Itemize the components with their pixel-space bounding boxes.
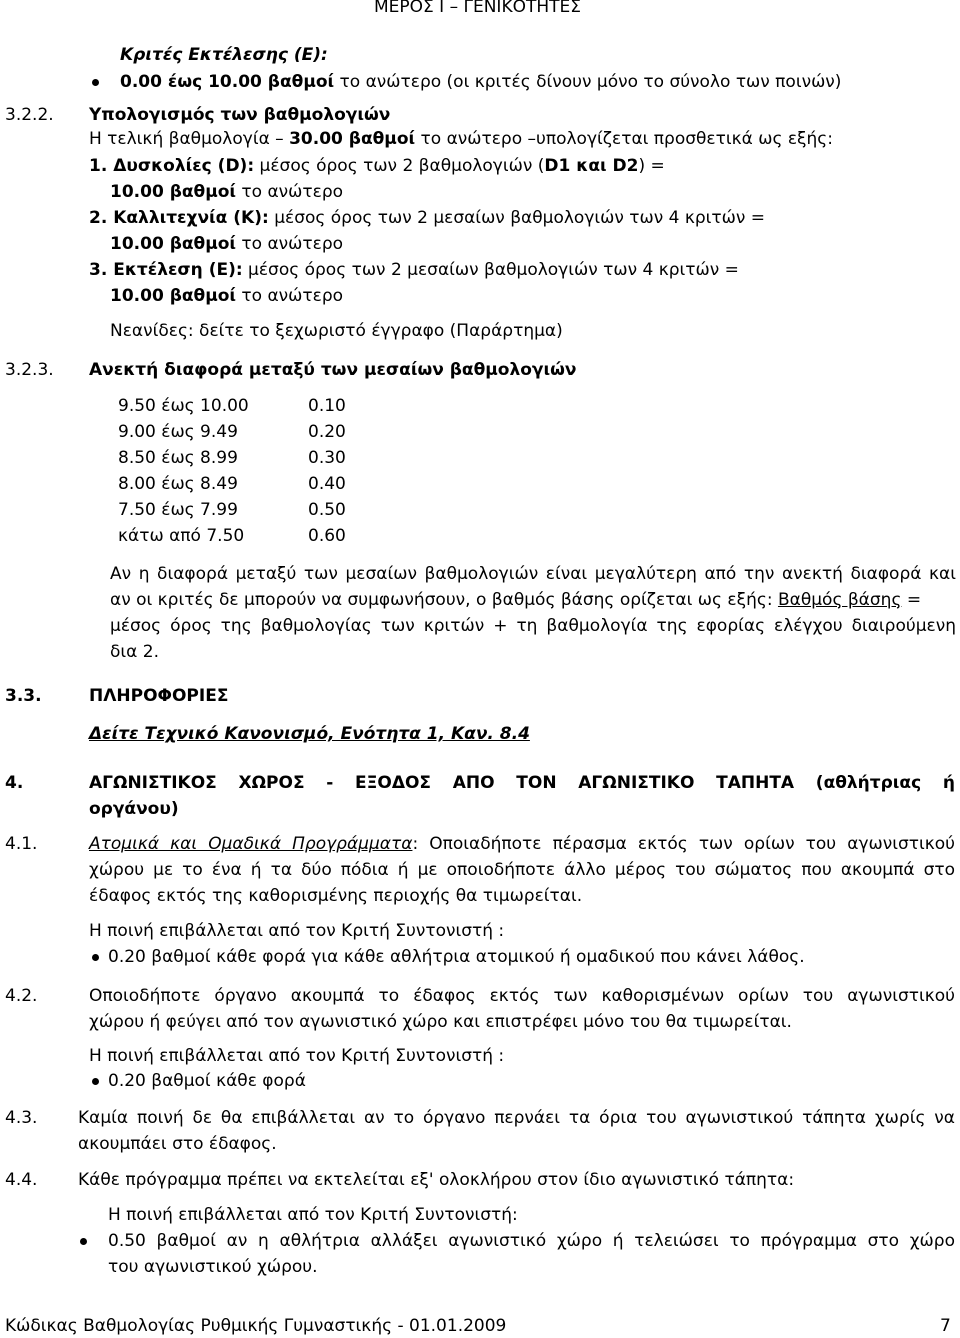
difficulty-value-rest: το ανώτερο bbox=[236, 182, 344, 202]
s44-penalty-intro: Η ποινή επιβάλλεται από τον Κριτή Συντονιστή: bbox=[108, 1205, 518, 1225]
base-score-p2-a: αν οι κριτές δε μπορούν να συμφωνήσουν, ο βαθμός βάσης ορίζεται ως εξής: bbox=[110, 590, 778, 610]
base-score-p1: Αν η διαφορά μεταξύ των μεσαίων βαθμολογιών είναι μεγαλύτερη από την ανεκτή διαφορά και bbox=[110, 564, 956, 584]
judges-execution-title: Κριτές Εκτέλεσης (Ε): bbox=[120, 45, 328, 65]
base-score-term: Βαθμός βάσης bbox=[777, 590, 902, 610]
s43-line1: Καμία ποινή δε θα επιβάλλεται αν το όργανο περνάει τα όρια του αγωνιστικού τάπητα χωρίς να bbox=[78, 1108, 955, 1128]
s41-line1 bbox=[89, 833, 955, 855]
final-score-bold: 30.00 βαθμοί bbox=[289, 129, 416, 149]
execution-desc: μέσος όρος των 2 μεσαίων βαθμολογιών των 4 κριτών = bbox=[242, 260, 739, 280]
section-title-4-line2: οργάνου) bbox=[89, 799, 179, 819]
execution-range-rest: το ανώτερο (οι κριτές δίνουν μόνο το σύνολο των ποινών) bbox=[334, 72, 842, 92]
s43-line2: ακουμπάει στο έδαφος. bbox=[78, 1134, 277, 1154]
section-number-4: 4. bbox=[5, 773, 24, 793]
s42-line2: χώρου ή φεύγει από τον αγωνιστικό χώρο και επιστρέφει μόνο του θα τιμωρείται. bbox=[89, 1012, 792, 1032]
artistry-desc: μέσος όρος των 2 μεσαίων βαθμολογιών των 4 κριτών = bbox=[268, 208, 766, 228]
s41-penalty-intro: Η ποινή επιβάλλεται από τον Κριτή Συντονιστή : bbox=[89, 921, 505, 941]
s44-penalty-bullet-line1: 0.50 βαθμοί αν η αθλήτρια αλλάξει αγωνιστικό χώρο ή τελειώσει το πρόγραμμα στο χώρο bbox=[108, 1231, 955, 1251]
section-number-43: 4.3. bbox=[5, 1108, 38, 1128]
table-diff: 0.30 bbox=[308, 448, 346, 468]
section-number-323: 3.2.3. bbox=[5, 360, 54, 380]
table-diff: 0.60 bbox=[308, 526, 346, 546]
section-number-33: 3.3. bbox=[5, 686, 42, 706]
table-diff: 0.20 bbox=[308, 422, 346, 442]
juniors-note: Νεανίδες: δείτε το ξεχωριστό έγγραφο (Παράρτημα) bbox=[110, 321, 563, 341]
execution-label: 3. Εκτέλεση (Ε): bbox=[89, 260, 243, 280]
s44-line1: Κάθε πρόγραμμα πρέπει να εκτελείται εξ' ολοκλήρου στον ίδιο αγωνιστικό τάπητα: bbox=[78, 1170, 795, 1190]
table-range: 7.50 έως 7.99 bbox=[118, 500, 238, 520]
s42-penalty-bullet: 0.20 βαθμοί κάθε φορά bbox=[108, 1071, 306, 1091]
difficulty-value-bold: 10.00 βαθμοί bbox=[110, 182, 237, 202]
table-range: κάτω από 7.50 bbox=[118, 526, 245, 546]
artistry-label: 2. Καλλιτεχνία (Κ): bbox=[89, 208, 269, 228]
difficulty-value bbox=[110, 181, 343, 203]
table-diff: 0.50 bbox=[308, 500, 346, 520]
difficulty-desc: μέσος όρος των 2 βαθμολογιών ( bbox=[254, 156, 545, 176]
execution-value-rest: το ανώτερο bbox=[236, 286, 344, 306]
artistry-line bbox=[89, 207, 765, 229]
s44-penalty-bullet-line2: του αγωνιστικού χώρου. bbox=[108, 1257, 318, 1277]
execution-value-bold: 10.00 βαθμοί bbox=[110, 286, 237, 306]
base-score-p3: μέσος όρος της βαθμολογίας των κριτών + τη βαθμολογία της εφορίας ελέγχου διαιρούμενη bbox=[110, 616, 956, 636]
technical-regulations-ref: Δείτε Τεχνικό Κανονισμό, Ενότητα 1, Καν. 8.4 bbox=[89, 724, 530, 744]
section-title-33: ΠΛΗΡΟΦΟΡΙΕΣ bbox=[89, 686, 229, 706]
page-header-section: ΜΕΡΟΣ Ι – ΓΕΝΙΚΟΤΗΤΕΣ bbox=[374, 0, 582, 17]
s41-penalty-bullet: 0.20 βαθμοί κάθε φορά για κάθε αθλήτρια ατομικού ή ομαδικού που κάνει λάθος. bbox=[108, 947, 805, 967]
table-diff: 0.10 bbox=[308, 396, 346, 416]
final-score-a: Η τελική βαθμολογία – bbox=[89, 129, 290, 149]
table-range: 9.00 έως 9.49 bbox=[118, 422, 238, 442]
execution-range-bold: 0.00 έως 10.00 βαθμοί bbox=[120, 72, 335, 92]
execution-line bbox=[89, 259, 739, 281]
table-range: 8.00 έως 8.49 bbox=[118, 474, 238, 494]
footer-page-number: 7 bbox=[940, 1316, 951, 1336]
s41-lead: Ατομικά και Ομαδικά Προγράμματα bbox=[89, 834, 413, 854]
base-score-p2-b: = bbox=[901, 590, 922, 610]
section-number-322: 3.2.2. bbox=[5, 105, 54, 125]
artistry-value-rest: το ανώτερο bbox=[236, 234, 344, 254]
bullet-icon bbox=[80, 1238, 87, 1245]
difficulty-label: 1. Δυσκολίες (D): bbox=[89, 156, 255, 176]
base-score-p2 bbox=[110, 589, 921, 611]
bullet-icon bbox=[92, 79, 99, 86]
s41-line3: έδαφος εκτός της καθορισμένης περιοχής θα τιμωρείται. bbox=[89, 886, 583, 906]
final-score-b: το ανώτερο –υπολογίζεται προσθετικά ως εξής: bbox=[415, 129, 833, 149]
section-number-44: 4.4. bbox=[5, 1170, 38, 1190]
base-score-p4: δια 2. bbox=[110, 642, 159, 662]
execution-value bbox=[110, 285, 343, 307]
section-number-41: 4.1. bbox=[5, 834, 38, 854]
s42-line1: Οποιοδήποτε όργανο ακουμπά το έδαφος εκτός των καθορισμένων ορίων του αγωνιστικού bbox=[89, 986, 955, 1006]
execution-range-line bbox=[120, 71, 841, 93]
final-score-line bbox=[89, 128, 833, 150]
artistry-value bbox=[110, 233, 343, 255]
s41-line2: χώρου με το ένα ή τα δύο πόδια ή με οποιοδήποτε άλλο μέρος του σώματος που ακουμπά στο bbox=[89, 860, 955, 880]
section-title-4-line1: ΑΓΩΝΙΣΤΙΚΟΣ ΧΩΡΟΣ - ΕΞΟΔΟΣ ΑΠΟ ΤΟΝ ΑΓΩΝΙΣΤΙΚΟ ΤΑΠΗΤΑ (αθλήτριας ή bbox=[89, 773, 955, 793]
footer-document-title: Κώδικας Βαθμολογίας Ρυθμικής Γυμναστικής - 01.01.2009 bbox=[5, 1316, 507, 1336]
table-range: 8.50 έως 8.99 bbox=[118, 448, 238, 468]
bullet-icon bbox=[92, 1078, 99, 1085]
section-title-322: Υπολογισμός των βαθμολογιών bbox=[89, 105, 391, 125]
section-title-323: Ανεκτή διαφορά μεταξύ των μεσαίων βαθμολογιών bbox=[89, 360, 577, 380]
table-diff: 0.40 bbox=[308, 474, 346, 494]
difficulty-d1d2: D1 και D2 bbox=[544, 156, 639, 176]
artistry-value-bold: 10.00 βαθμοί bbox=[110, 234, 237, 254]
s41-line1-rest: : Οποιαδήποτε πέρασμα εκτός των ορίων του αγωνιστικού bbox=[412, 834, 956, 854]
bullet-icon bbox=[92, 954, 99, 961]
table-range: 9.50 έως 10.00 bbox=[118, 396, 249, 416]
difficulty-end: ) = bbox=[638, 156, 665, 176]
section-number-42: 4.2. bbox=[5, 986, 38, 1006]
difficulty-line bbox=[89, 155, 665, 177]
s42-penalty-intro: Η ποινή επιβάλλεται από τον Κριτή Συντονιστή : bbox=[89, 1046, 505, 1066]
